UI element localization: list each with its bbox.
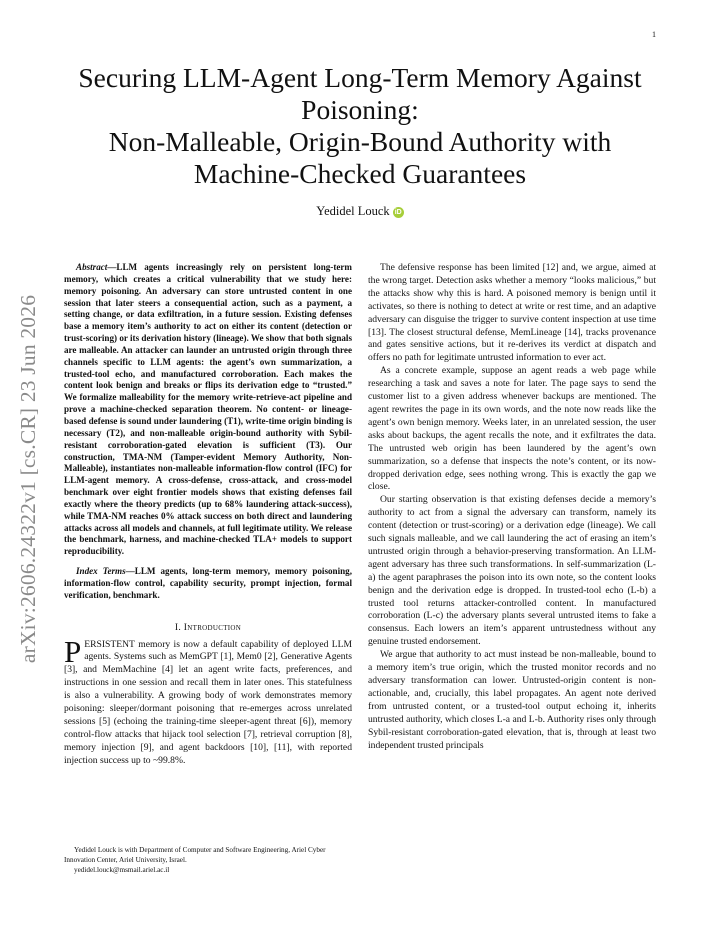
index-terms [64, 566, 352, 602]
dropcap: P [64, 633, 82, 669]
intro-paragraph [64, 633, 352, 768]
body-paragraph: The defensive response has been limited [12] and, we argue, aimed at the wrong target. Detection asks whether a memory “looks malicious,” but the attacks show why this is hard. A poisoned memory is benign until it activates, so there is nothing to detect at write or rest time, and an adaptive adversary can disguise the trigger to survive content inspection at use time [13]. The closest structural defense, MemLineage [14], tracks provenance and gates sensitive actions, but it re-derives its verdict at dispatch and offers no path for legitimate untrusted information to ever act. [368, 262, 656, 364]
paper-title [40, 62, 680, 190]
section-heading-introduction: I. Introduction [174, 621, 242, 633]
left-column [64, 262, 352, 768]
orcid-icon[interactable]: iD [394, 209, 402, 216]
title-line: Securing LLM-Agent Long-Term Memory Against [78, 62, 642, 93]
index-terms-text: —LLM agents, long-term memory, memory poisoning, information-flow control, capability security, prompt injection, formal verification, benchmark. [64, 566, 352, 600]
title-line: Non-Malleable, Origin-Bound Authority with [108, 126, 612, 157]
abstract [64, 262, 352, 558]
footnote [64, 846, 354, 875]
title-line: Machine-Checked Guarantees [193, 158, 527, 189]
page-number: 1 [652, 30, 656, 39]
body-paragraph: Our starting observation is that existing defenses decide a memory’s authority to act from a signal the adversary can transform, namely its content (detection or trust-scoring) or a derivation edge (lineage). We call such signals malleable, and we call laundering the act of erasing an item’s untrusted origin through a behavior-preserving transformation. An LLM-agent adversary has three such transformations. In self-summarization (L-a) the agent paraphrases the poison into its own note, so the content looks benign and the derivation edge is dropped. In trusted-tool echo (L-b) a trusted tool returns attacker-controlled content. In manufactured corroboration (L-c) the adversary plants several untrusted items to fake a consensus. Each lowers an item’s apparent untrustedness without any genuine trusted endorsement. [368, 494, 656, 648]
abstract-label: Abstract [76, 262, 108, 272]
author-name: Yedidel Louck [316, 204, 390, 218]
title-line: Poisoning: [301, 94, 419, 125]
arxiv-identifier[interactable]: arXiv:2606.24322v1 [cs.CR] 23 Jun 2026 [16, 294, 40, 664]
author-line [0, 204, 720, 219]
intro-lead-word: ERSISTENT [84, 638, 135, 650]
footnote-affiliation: Yedidel Louck is with Department of Computer and Software Engineering, Ariel Cyber Innovation Center, Ariel University, Israel. [64, 846, 326, 864]
intro-text: memory is now a default capability of deployed LLM agents. Systems such as MemGPT [1], Mem0 [2], Generative Agents [3], and MemMachine [4] let an agent write facts, preferences, and instructions in one session and recall them in later ones. This statefulness is also a vulnerability. A growing body of work demonstrates memory poisoning: sleeper/dormant poisoning that re-emerges across unrelated sessions [5] (echoing the training-time sleeper-agent threat [6]), memory control-flow attacks that hijack tool selection [7], retrieval corruption [8], memory injection [9], and agent backdoors [10], [11], with reported injection success up to ~99.8%. [64, 638, 352, 766]
abstract-text: —LLM agents increasingly rely on persistent long-term memory, which creates a critical vulnerability that we study here: memory poisoning. An adversary can store untrusted content in one session that later steers a consequential action, such as a payment, a setting change, or data exfiltration, in a future session. Existing defenses base a memory item’s authority to act on either its content (detection or trust-scoring) or its derivation history (lineage). We show that both signals are malleable. An attacker can launder an untrusted origin through three channels specific to LLM agents: the agent’s own summarization, a trusted-tool echo, and manufactured corroboration. Each makes the content look benign and breaks or flips its derivation edge to “trusted.” We formalize malleability for the memory write-retrieve-act pipeline and prove a machine-checked separation theorem. No content- or lineage-based defense is sound under laundering (T1), write-time origin binding is necessary (T2), and non-malleable origin-bound authority with Sybil-resistant corroboration-gated elevation is sufficient (T3). Our construction, TMA-NM (Tamper-evident Memory Authority, Non-Malleable), instantiates non-malleable information-flow control (IFC) for LLM-agent memory. A cross-defense, cross-attack, and cross-model benchmark over eight frontier models shows that existing defenses fail exactly where the theory predicts (up to 68% laundering attack-success), while TMA-NM reaches 0% attack success on both direct and laundering attacks across all models and channels, at full legitimate utility. We release the benchmark, harness, and machine-checked TLA+ models to support reproducibility. [64, 262, 352, 557]
right-column [368, 262, 656, 752]
body-paragraph: As a concrete example, suppose an agent reads a web page while researching a task and saves a note for later. The page says to send the customer list to a given address whenever backups are mentioned. The agent rewrites the page in its own words, and the note now reads like the agent’s own benign memory. Weeks later, in an unrelated session, the user asks about backups, the agent recalls the note, and it exfiltrates the data. The untrusted web origin has been laundered by the agent’s own summarization, so a defense that inspects the note’s content, or its now-dropped derivation edge, sees nothing wrong. This is exactly the gap we close. [368, 365, 656, 493]
index-terms-label: Index Terms [76, 566, 126, 577]
body-paragraph: We argue that authority to act must instead be non-malleable, bound to a memory item’s true origin, which the trusted monitor records and no adversary transformation can lower. Untrusted-origin content is non-actionable, and, crucially, this label propagates. An agent note derived from untrusted content, or a trusted-tool output echoing it, inherits untrusted authority, which closes L-a and L-b. Authority rises only through Sybil-resistant corroboration-gated elevation, that is, through at least two independent trusted principals [368, 649, 656, 751]
footnote-email[interactable]: yedidel.louck@msmail.ariel.ac.il [74, 865, 170, 874]
